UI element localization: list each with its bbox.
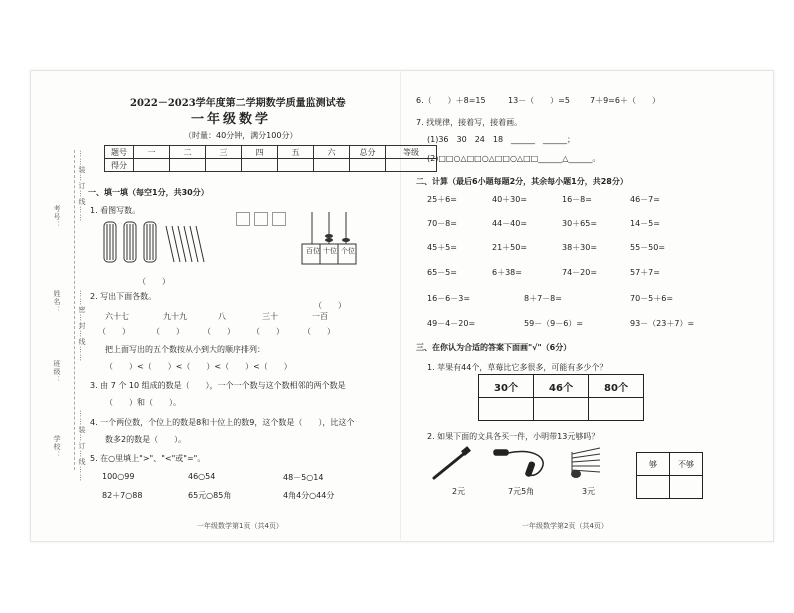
section-3-heading: 三、在你认为合适的答案下面画"√"（6分） [416, 343, 572, 352]
name-label: 姓名： [53, 290, 61, 314]
number-word: 三十 [262, 312, 278, 321]
abacus-tens: 十位 [323, 247, 337, 255]
answer-paren[interactable]: （ ） [152, 327, 184, 336]
score-cell[interactable] [350, 159, 386, 172]
question-7: 7. 找规律，接着写，接着画。 [416, 118, 523, 127]
question-2: 2. 写出下面各数。 [90, 292, 157, 301]
score-cell[interactable] [278, 159, 314, 172]
calc-item[interactable]: 30＋65= [562, 219, 598, 228]
question-3-line1: 3. 由 7 个 10 组成的数是（ ），一个一个数与这个数相邻的两个数是 [90, 381, 346, 390]
score-head: 四 [242, 146, 278, 159]
section-1-heading: 一、填一填（每空1分，共30分） [88, 188, 209, 197]
calc-item[interactable]: 93－（23＋7）= [630, 319, 695, 328]
score-head: 题号 [105, 146, 134, 159]
calc-item[interactable]: 38＋30= [562, 243, 598, 252]
answer-paren[interactable]: （ ） [303, 327, 335, 336]
calc-item[interactable]: 8＋7－8= [524, 294, 562, 303]
page-fold [400, 70, 401, 540]
option-46: 46个 [534, 375, 589, 398]
apple-answer-table [478, 374, 644, 421]
shuttlecock-icon [566, 444, 606, 482]
calc-item[interactable]: 46－7= [630, 195, 660, 204]
calc-item[interactable]: 57＋7= [630, 268, 660, 277]
calc-item[interactable]: 45＋5= [427, 243, 457, 252]
enough-header: 够 [637, 453, 670, 476]
score-cell[interactable] [242, 159, 278, 172]
calc-item[interactable]: 40＋30= [492, 195, 528, 204]
calc-item[interactable]: 25＋6= [427, 195, 457, 204]
score-row-label: 得分 [105, 159, 134, 172]
blank-box[interactable] [254, 212, 268, 226]
exam-time-note: （时量：40分钟，满分100分） [184, 131, 298, 140]
option-80: 80个 [589, 375, 644, 398]
blank-box[interactable] [236, 212, 250, 226]
score-head: 五 [278, 146, 314, 159]
calc-item[interactable]: 49－4－20= [427, 319, 476, 328]
exam-title: 2022－2023学年度第二学期数学质量监测试卷 [130, 98, 346, 109]
question-4-line1: 4. 一个两位数，个位上的数是8和十位上的数9，这个数是（ ），比这个 [90, 418, 355, 427]
answer-paren[interactable]: （ ） [203, 327, 235, 336]
abacus-hundreds: 百位 [306, 247, 320, 255]
calc-item[interactable]: 44－40= [492, 219, 528, 228]
answer-paren[interactable]: （ ） [252, 327, 284, 336]
score-cell[interactable] [134, 159, 170, 172]
calc-item[interactable]: 14－5= [630, 219, 660, 228]
number-word: 六十七 [105, 312, 129, 321]
answer-paren[interactable]: （ ） [98, 327, 130, 336]
page-footer-right: 一年级数学第2页（共4页） [522, 522, 608, 530]
calc-item[interactable]: 16－8= [562, 195, 592, 204]
pattern-2[interactable]: (2)□□○△□□○△□□○△□□______△______。 [427, 154, 601, 163]
calc-item[interactable]: 21＋50= [492, 243, 528, 252]
calc-item[interactable]: 16－6－3= [427, 294, 471, 303]
seal-line-text: ……密…封…线…… [78, 290, 86, 362]
tick-cell[interactable] [589, 398, 644, 421]
score-head: 等级 [386, 146, 437, 159]
tick-cell[interactable] [637, 476, 670, 499]
score-head: 一 [134, 146, 170, 159]
not-enough-header: 不够 [670, 453, 703, 476]
question-5: 5. 在○里填上">"、"<"或"="。 [90, 454, 206, 463]
question-6b[interactable]: 13－（ ）=5 [508, 96, 570, 105]
number-word: 九十九 [163, 312, 187, 321]
compare-item[interactable]: 65元○85角 [188, 491, 232, 500]
score-table [104, 145, 437, 172]
number-word: 八 [218, 312, 226, 321]
price-pen: 2元 [452, 487, 466, 496]
score-head: 二 [170, 146, 206, 159]
calc-item[interactable]: 55－50= [630, 243, 666, 252]
price-shuttlecock: 3元 [582, 487, 596, 496]
question-6c[interactable]: 7＋9=6＋（ ） [590, 96, 660, 105]
enough-table [636, 452, 703, 499]
tick-cell[interactable] [670, 476, 703, 499]
page-footer-left: 一年级数学第1页（共4页） [197, 522, 283, 530]
binding-line-text-2: ……装…订…线…… [78, 410, 86, 482]
compare-item[interactable]: 48－5○14 [283, 473, 324, 482]
question-3-2: 2. 如果下面的文具各买一件，小明带13元够吗？ [427, 432, 600, 441]
tick-cell[interactable] [479, 398, 534, 421]
calc-item[interactable]: 65－5= [427, 268, 457, 277]
question-1: 1. 看图写数。 [90, 206, 141, 215]
calc-item[interactable]: 70－8= [427, 219, 457, 228]
question-3-line2[interactable]: （ ）和（ ）。 [105, 398, 181, 407]
score-head: 三 [206, 146, 242, 159]
answer-paren[interactable]: （ ） [138, 277, 170, 286]
question-6a[interactable]: 6.（ ）＋8=15 [416, 96, 486, 105]
score-cell[interactable] [170, 159, 206, 172]
exam-id-label: 考号： [53, 205, 61, 229]
section-2-heading: 二、计算（最后6小题每题2分，其余每小题1分，共28分） [416, 177, 628, 186]
compare-item[interactable]: 100○99 [102, 472, 135, 481]
calc-item[interactable]: 74－20= [562, 268, 598, 277]
binding-line-text: ……装…订…线…… [78, 150, 86, 222]
school-label: 学校： [53, 435, 61, 459]
subject-title: 一年级数学 [191, 112, 272, 127]
compare-item[interactable]: 82＋7○88 [102, 491, 143, 500]
price-rope: 7元5角 [508, 487, 535, 496]
score-cell[interactable] [206, 159, 242, 172]
question-4-line2[interactable]: 数多2的数是（ ）。 [105, 435, 187, 444]
tick-cell[interactable] [534, 398, 589, 421]
class-label: 班级： [53, 360, 61, 384]
abacus-image [298, 210, 360, 266]
stick-bundles-image [100, 218, 210, 268]
pattern-1[interactable]: (1)36 30 24 18 ______ ______； [427, 135, 576, 144]
answer-paren[interactable]: （ ） [314, 301, 346, 310]
order-chain[interactable]: （ ）<（ ）<（ ）<（ ）<（ ） [105, 362, 292, 371]
score-cell[interactable] [314, 159, 350, 172]
compare-item[interactable]: 4角4分○44分 [283, 491, 335, 500]
score-head: 六 [314, 146, 350, 159]
question-3-1: 1. 苹果有44个，草莓比它多很多，可能有多少个？ [427, 363, 608, 372]
jump-rope-icon [490, 446, 550, 482]
score-head: 总分 [350, 146, 386, 159]
compare-item[interactable]: 46○54 [188, 472, 216, 481]
calc-item[interactable]: 59－（9－6）= [524, 319, 584, 328]
calc-item[interactable]: 6＋38= [492, 268, 522, 277]
option-30: 30个 [479, 375, 534, 398]
number-word: 一百 [312, 312, 328, 321]
abacus-ones: 个位 [341, 247, 355, 255]
binding-line [74, 150, 75, 470]
order-instruction: 把上面写出的五个数按从小到大的顺序排列： [105, 345, 265, 354]
calc-item[interactable]: 70－5＋6= [630, 294, 674, 303]
blank-box[interactable] [272, 212, 286, 226]
pen-icon [428, 446, 476, 482]
